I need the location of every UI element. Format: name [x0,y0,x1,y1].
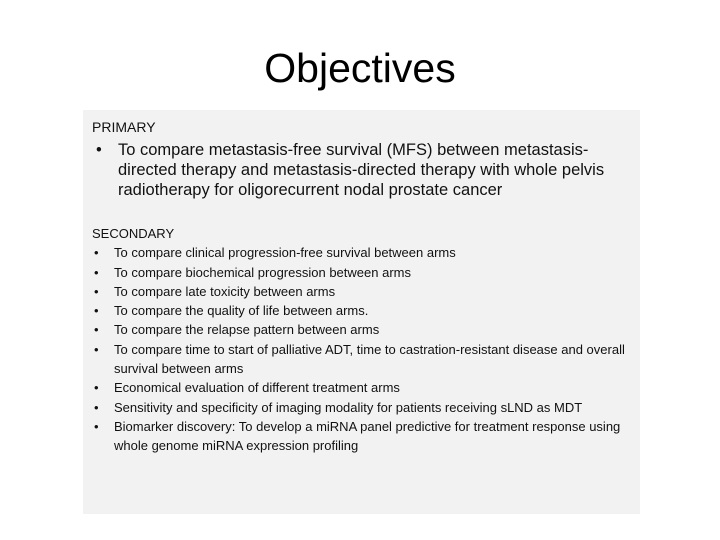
secondary-item [92,243,631,262]
secondary-item [92,378,631,397]
secondary-item [92,263,631,282]
primary-item [92,140,631,200]
bullet-icon: • [94,341,99,357]
secondary-item [92,301,631,320]
bullet-icon: • [96,141,102,159]
secondary-item-text: Biomarker discovery: To develop a miRNA panel predictive for treatment response using whole genome miRNA expression profiling [114,418,621,454]
secondary-item-text: To compare biochemical progression between arms [114,264,411,280]
primary-heading: PRIMARY [92,119,156,135]
slide-title: Objectives [264,45,456,91]
objectives-panel [83,110,640,514]
primary-list [92,140,631,200]
secondary-item [92,417,631,456]
bullet-icon: • [94,399,99,415]
secondary-heading: SECONDARY [92,226,175,241]
bullet-icon: • [94,264,99,280]
secondary-item [92,340,631,379]
secondary-item [92,398,631,417]
secondary-item-text: To compare clinical progression-free survival between arms [114,245,456,261]
bullet-icon: • [94,418,99,434]
secondary-item [92,282,631,301]
secondary-item-text: To compare late toxicity between arms [114,283,336,299]
secondary-item-text: Sensitivity and specificity of imaging modality for patients receiving sLND as MDT [114,399,583,415]
secondary-item-text: Economical evaluation of different treatment arms [114,380,400,396]
bullet-icon: • [94,245,99,261]
bullet-icon: • [94,283,99,299]
secondary-item-text: To compare the quality of life between arms. [114,303,369,319]
secondary-item [92,320,631,339]
primary-item-text: To compare metastasis-free survival (MFS) between metastasis-directed therapy and metastasis-directed therapy with whole pelvis radiotherapy for oligorecurrent nodal prostate cancer [118,141,605,199]
bullet-icon: • [94,303,99,319]
secondary-list [92,243,631,455]
secondary-item-text: To compare the relapse pattern between arms [114,322,380,338]
bullet-icon: • [94,322,99,338]
bullet-icon: • [94,380,99,396]
secondary-item-text: To compare time to start of palliative ADT, time to castration-resistant disease and overall survival between arms [114,341,625,377]
